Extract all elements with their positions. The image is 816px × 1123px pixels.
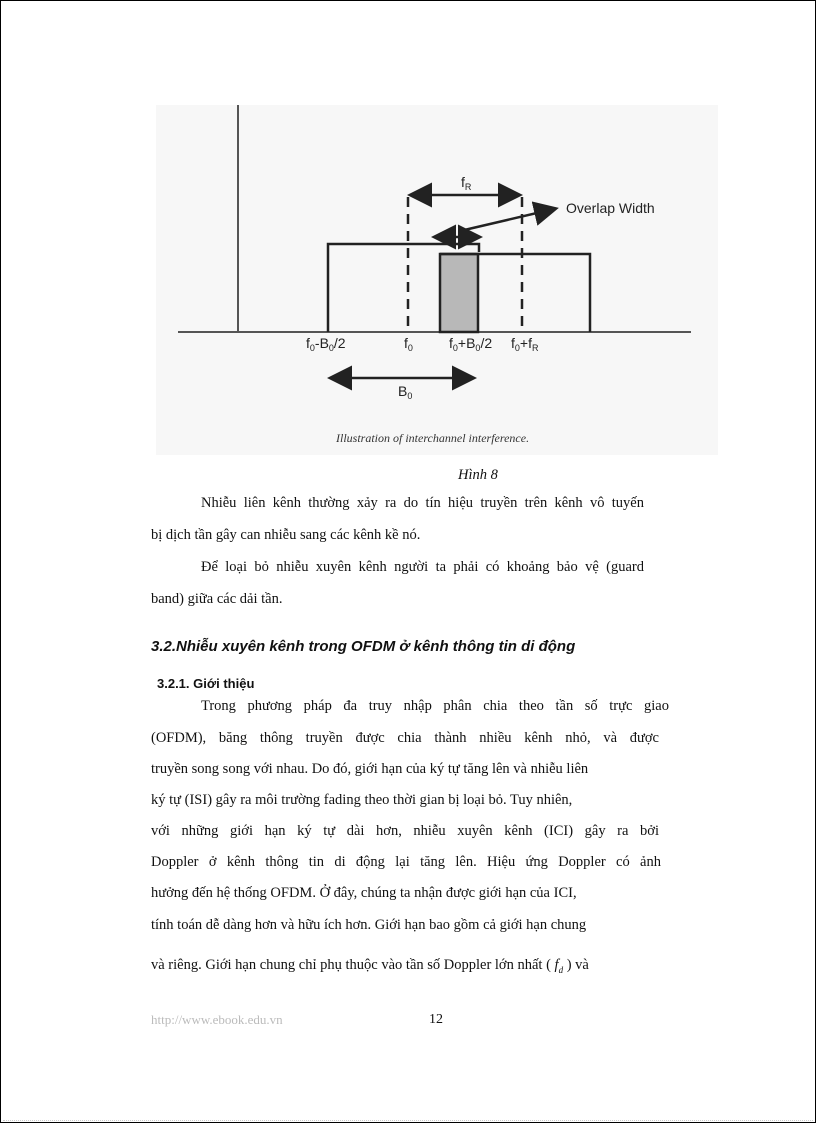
doppler-symbol: $f_d$: [554, 957, 564, 975]
overlap-region: [440, 254, 478, 332]
body-line-4: ký tự (ISI) gây ra môi trường fading theo thời gian bị loại bỏ. Tuy nhiên,: [151, 792, 573, 808]
body-line-3: truyền song song với nhau. Do đó, giới hạn của ký tự tăng lên và nhiễu liên: [151, 761, 589, 777]
body-line-9: [151, 957, 589, 975]
figure-diagram: [156, 105, 718, 455]
body-line-8: tính toán dễ dàng hơn và hữu ích hơn. Giới hạn bao gồm cả giới hạn chung: [151, 917, 587, 933]
overlap-width-label: Overlap Width: [566, 200, 655, 216]
section-heading: 3.2.Nhiễu xuyên kênh trong OFDM ở kênh thông tin di động: [151, 638, 576, 655]
page-number: 12: [429, 1012, 443, 1027]
f0-plus-b0-label: $f_0+B_0/2$: [449, 335, 493, 353]
body-line-2: (OFDM), băng thông truyền được chia thành nhiều kênh nhỏ, và được: [151, 730, 659, 746]
body-line-6: Doppler ở kênh thông tin di động lại tăng lên. Hiệu ứng Doppler có ảnh: [151, 854, 661, 870]
subsection-heading: 3.2.1. Giới thiệu: [157, 676, 255, 691]
f0-label: $f_0$: [404, 335, 413, 353]
paragraph-2-line-2: band) giữa các dải tần.: [151, 591, 283, 607]
fr-label: $f_R$: [461, 174, 472, 192]
body-line-5: với những giới hạn ký tự dài hơn, nhiễu xuyên kênh (ICI) gây ra bởi: [151, 823, 659, 839]
body-line-9-text: và riêng. Giới hạn chung chỉ phụ thuộc vào tần số Doppler lớn nhất (: [151, 957, 551, 973]
f0-minus-b0-label: $f_0-B_0/2$: [306, 335, 346, 353]
interchannel-interference-figure: [156, 105, 718, 455]
footer-url: http://www.ebook.edu.vn: [151, 1012, 283, 1027]
figure-caption-text: Illustration of interchannel interference.: [336, 431, 530, 445]
b0-label: $B_0$: [398, 383, 413, 401]
paragraph-1-line-2: bị dịch tần gây can nhiễu sang các kênh kề nó.: [151, 527, 421, 543]
paragraph-1-line-1: Nhiễu liên kênh thường xảy ra do tín hiệu truyền trên kênh vô tuyến: [201, 495, 644, 511]
f0-plus-fr-label: $f_0+f_R$: [511, 335, 539, 353]
body-line-7: hưởng đến hệ thống OFDM. Ở đây, chúng ta nhận được giới hạn của ICI,: [151, 885, 577, 901]
body-line-1: Trong phương pháp đa truy nhập phân chia theo tần số trực giao: [201, 698, 669, 714]
figure-title: Hình 8: [458, 467, 498, 483]
page-bottom-border: [3, 1120, 813, 1121]
paragraph-2-line-1: Để loại bỏ nhiễu xuyên kênh người ta phải có khoảng bảo vệ (guard: [201, 559, 644, 575]
overlap-pointer-arrow: [460, 209, 554, 231]
body-line-9-tail: ) và: [566, 957, 589, 973]
